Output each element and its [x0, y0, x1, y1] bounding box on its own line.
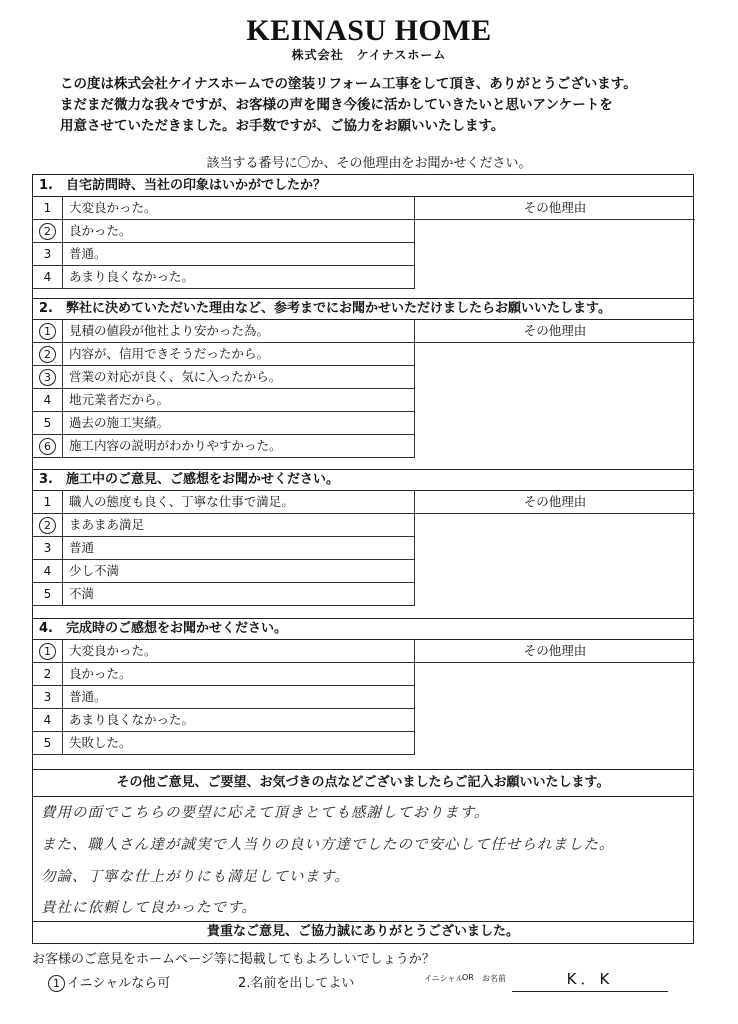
- option-row[interactable]: [33, 514, 414, 537]
- option-row[interactable]: [33, 389, 414, 412]
- option-row[interactable]: [33, 491, 414, 514]
- number: 5: [43, 587, 52, 601]
- option-number: [33, 412, 63, 434]
- option-number: [33, 435, 63, 457]
- option-row[interactable]: [33, 560, 414, 583]
- handwritten-line: また、職人さん達が誠実で人当りの良い方達でしたので安心して任せられました。: [41, 837, 615, 853]
- option-row[interactable]: [33, 732, 414, 755]
- number: 5: [43, 736, 52, 750]
- option-label: 過去の施工実績。: [69, 415, 170, 430]
- other-reason-box[interactable]: [414, 197, 695, 289]
- option-number: [33, 583, 63, 605]
- option-row[interactable]: [33, 537, 414, 560]
- number: 4: [43, 713, 52, 727]
- or-label: OR: [462, 973, 474, 982]
- other-reason-header: その他理由: [415, 197, 695, 220]
- circled-number: 2: [39, 517, 56, 534]
- option-number: [33, 220, 63, 242]
- option-label: まあまあ満足: [69, 517, 145, 532]
- number: 1: [43, 201, 52, 215]
- option-label: 地元業者だから。: [69, 392, 170, 407]
- circled-number: 1: [48, 975, 65, 992]
- number: 4: [43, 564, 52, 578]
- handwritten-line: 費用の面でこちらの要望に応えて頂きとても感謝しております。: [41, 805, 490, 821]
- circled-number: 1: [39, 643, 56, 660]
- section-title: 4. 完成時のご感想をお聞かせください。: [33, 618, 693, 640]
- option-number: [33, 732, 63, 754]
- number: 5: [43, 416, 52, 430]
- circled-number: 1: [39, 323, 56, 340]
- option-number: [33, 243, 63, 265]
- option-row[interactable]: [33, 243, 414, 266]
- option-label: あまり良くなかった。: [69, 712, 195, 727]
- other-reason-box[interactable]: [414, 320, 695, 458]
- other-reason-header: その他理由: [415, 640, 695, 663]
- instruction-text: 該当する番号に〇か、その他理由をお聞かせください。: [206, 156, 532, 171]
- question-section: [33, 469, 693, 629]
- number: 4: [43, 270, 52, 284]
- circled-number: 2: [39, 346, 56, 363]
- number: 1: [43, 495, 52, 509]
- option-number: [33, 537, 63, 559]
- option-row[interactable]: [33, 709, 414, 732]
- option-number: [33, 686, 63, 708]
- option-label: 職人の態度も良く、丁寧な仕事で満足。: [69, 494, 294, 509]
- number: 4: [43, 393, 52, 407]
- other-reason-header: その他理由: [415, 320, 695, 343]
- question-section: [33, 298, 693, 481]
- other-divider: [33, 769, 693, 770]
- option-label: 少し不満: [69, 563, 120, 578]
- publish-option-initials[interactable]: [48, 972, 170, 992]
- option-row[interactable]: [33, 663, 414, 686]
- intro-line: まだまだ微力な我々ですが、お客様の声を聞き今後に活かしていきたいと思いアンケートを: [60, 97, 613, 113]
- option-label: 普通: [69, 540, 95, 555]
- number: 3: [43, 541, 52, 555]
- option-row[interactable]: [33, 266, 414, 289]
- option-number: [33, 197, 63, 219]
- option-row[interactable]: [33, 320, 414, 343]
- option-row[interactable]: [33, 583, 414, 606]
- publish-option-label: イニシャルなら可: [67, 976, 171, 991]
- option-label: 大変良かった。: [69, 643, 157, 658]
- option-number: [33, 320, 63, 342]
- option-number: [33, 389, 63, 411]
- initial-label: イニシャル: [424, 974, 464, 983]
- other-comments-title: その他ご意見、ご要望、お気づきの点などございましたらご記入お願いいたします。: [116, 775, 610, 790]
- option-label: 不満: [69, 586, 95, 601]
- option-label: 良かった。: [69, 666, 132, 681]
- section-title: 1. 自宅訪問時、当社の印象はいかがでしたか？: [33, 175, 693, 197]
- number: 2: [43, 667, 52, 681]
- option-row[interactable]: [33, 343, 414, 366]
- handwritten-line: 勿論、丁寧な仕上がりにも満足しています。: [41, 869, 350, 885]
- survey-sheet: [32, 174, 694, 944]
- intro-line: 用意させていただきました。お手数ですが、ご協力をお願いいたします。: [60, 118, 505, 134]
- option-label: 良かった。: [69, 223, 132, 238]
- question-section: [33, 175, 693, 312]
- option-label: 施工内容の説明がわかりやすかった。: [69, 438, 282, 453]
- option-row[interactable]: [33, 435, 414, 458]
- name-label: お名前: [482, 974, 506, 983]
- circled-number: 6: [39, 438, 56, 455]
- option-row[interactable]: [33, 197, 414, 220]
- company-name: 株式会社 ケイナスホーム: [291, 48, 447, 62]
- number: 3: [43, 247, 52, 261]
- option-label: 普通。: [69, 689, 107, 704]
- question-section: [33, 618, 693, 778]
- option-label: 見積の値段が他社より安かった為。: [69, 323, 270, 338]
- section-title: 2. 弊社に決めていただいた理由など、参考までにお聞かせいただけましたらお願いいたします。: [33, 298, 693, 320]
- option-number: [33, 366, 63, 388]
- option-number: [33, 491, 63, 513]
- circled-number: 2: [39, 223, 56, 240]
- option-number: [33, 663, 63, 685]
- option-number: [33, 343, 63, 365]
- option-label: 営業の対応が良く、気に入ったから。: [69, 369, 282, 384]
- option-label: 普通。: [69, 246, 107, 261]
- option-number: [33, 640, 63, 662]
- section-title: 3. 施工中のご意見、ご感想をお聞かせください。: [33, 469, 693, 491]
- option-row[interactable]: [33, 686, 414, 709]
- other-reason-box[interactable]: [414, 640, 695, 755]
- publish-question: お客様のご意見をホームページ等に掲載してもよろしいでしょうか？: [32, 952, 435, 967]
- intro-text: [60, 74, 700, 137]
- signature-line: [512, 991, 668, 992]
- option-row[interactable]: [33, 220, 414, 243]
- publish-option-name[interactable]: 2.名前を出してよい: [238, 976, 355, 991]
- thanks-text: 貴重なご意見、ご協力誠にありがとうございました。: [206, 924, 519, 939]
- option-row[interactable]: [33, 366, 414, 389]
- other-reason-box[interactable]: [414, 491, 695, 606]
- option-number: [33, 266, 63, 288]
- other-reason-header: その他理由: [415, 491, 695, 514]
- option-number: [33, 560, 63, 582]
- option-number: [33, 709, 63, 731]
- option-label: 大変良かった。: [69, 200, 157, 215]
- intro-line: この度は株式会社ケイナスホームでの塗装リフォーム工事をして頂き、ありがとうございます。: [60, 76, 637, 92]
- option-row[interactable]: [33, 640, 414, 663]
- option-number: [33, 514, 63, 536]
- other-title-divider: [33, 796, 693, 797]
- customer-initials: K．K: [566, 970, 614, 988]
- option-label: 内容が、信用できそうだったから。: [69, 346, 270, 361]
- brand-title: KEINASU HOME: [246, 14, 492, 47]
- number: 3: [43, 690, 52, 704]
- option-row[interactable]: [33, 412, 414, 435]
- option-label: 失敗した。: [69, 735, 132, 750]
- handwritten-line: 貴社に依頼して良かったです。: [41, 900, 257, 916]
- option-label: あまり良くなかった。: [69, 269, 195, 284]
- circled-number: 3: [39, 369, 56, 386]
